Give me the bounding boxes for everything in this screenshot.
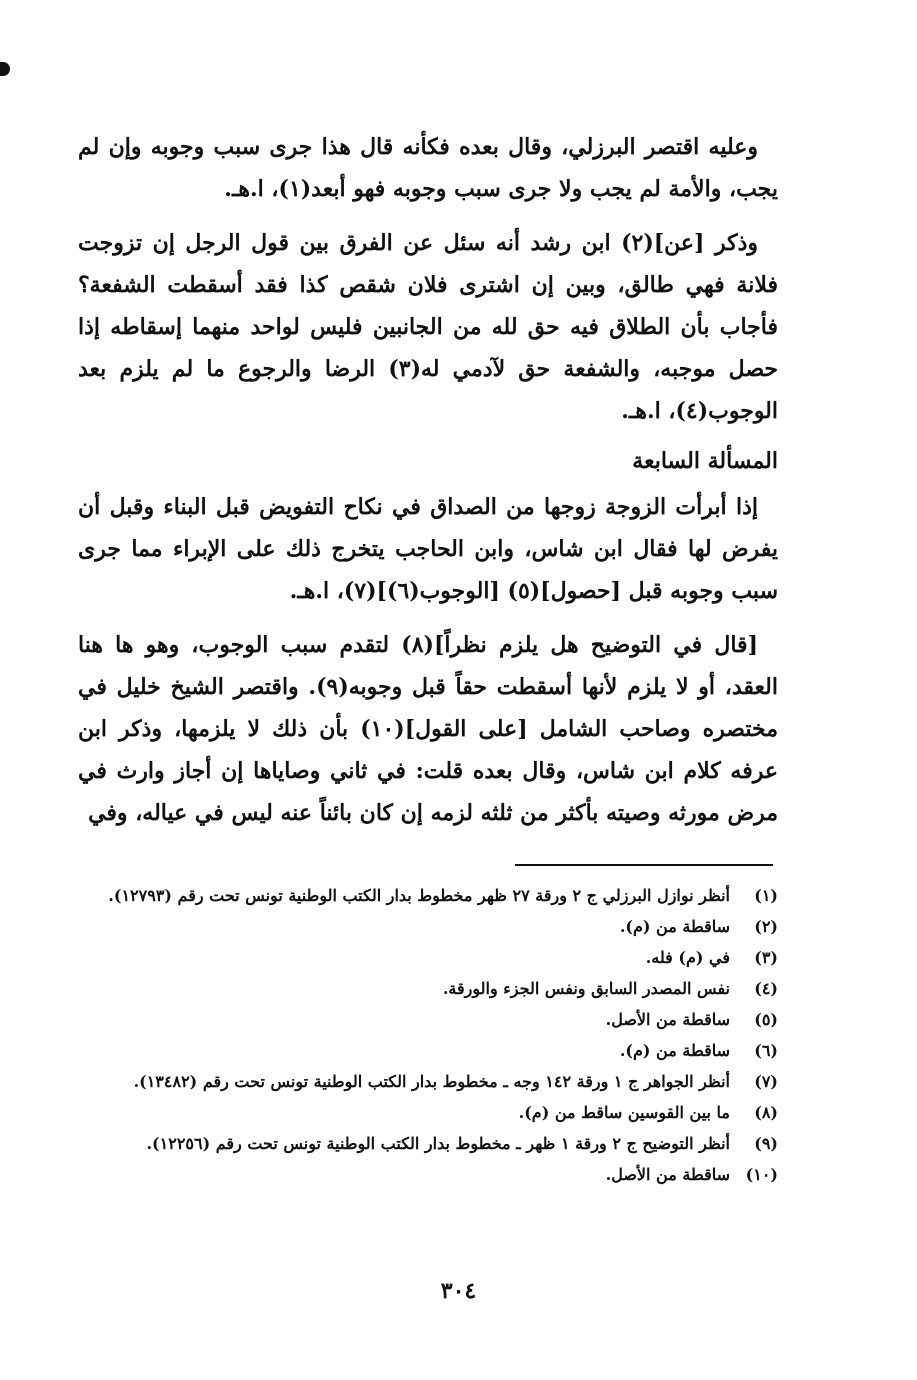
footnote-item [78,1097,778,1128]
page-number: ٣٠٤ [440,1278,477,1304]
paragraph-1: وعليه اقتصر البرزلي، وقال بعده فكأنه قال هذا جرى سبب وجوبه وإن لم يجب، والأمة لم يجب ولا جرى سبب وجوبه فهو أبعد(١)، ا.هـ. [78,134,778,202]
footnote-number: (٢) [754,917,778,936]
footnote-number: (٨) [754,1103,778,1122]
footnote-number: (١) [754,886,778,905]
footnote-item [78,942,778,973]
footnote-number: (١٠) [745,1165,778,1184]
footnote-item [78,1128,778,1159]
footnote-item [78,1066,778,1097]
footnote-number: (٩) [754,1134,778,1153]
footnote-text: أنظر الجواهر ج ١ ورقة ١٤٢ وجه ـ مخطوط بدار الكتب الوطنية تونس تحت رقم (١٣٤٨٢). [133,1072,730,1091]
footnote-text: ساقطة من (م). [619,917,730,936]
footnote-text: أنظر التوضيح ج ٢ ورقة ١ ظهر ـ مخطوط بدار الكتب الوطنية تونس تحت رقم (١٢٢٥٦). [146,1134,730,1153]
footnote-item [78,1159,778,1190]
section-paragraph-1: إذا أبرأت الزوجة زوجها من الصداق في نكاح التفويض قبل البناء وقبل أن يفرض لها فقال ابن شاس، وابن الحاجب يتخرج ذلك على الإبراء مما جرى سبب وجوبه قبل [حصول](٥) [الوجوب(٦)](٧)، ا.هـ. [78,494,778,604]
footnote-text: أنظر نوازل البرزلي ج ٢ ورقة ٢٧ ظهر مخطوط بدار الكتب الوطنية تونس تحت رقم (١٢٧٩٣). [108,886,730,905]
footnote-item [78,880,778,911]
footnote-text: في (م) فله. [645,948,730,967]
footnote-text: ساقطة من الأصل. [605,1010,730,1029]
footnote-text: نفس المصدر السابق ونفس الجزء والورقة. [442,979,730,998]
footnote-text: ما بين القوسين ساقط من (م). [518,1103,730,1122]
scan-edge-mark [0,62,10,76]
footnote-number: (٥) [754,1010,778,1029]
footnote-text: ساقطة من الأصل. [605,1165,730,1184]
footnote-item [78,911,778,942]
section-paragraph-2: [قال في التوضيح هل يلزم نظراً](٨) لتقدم سبب الوجوب، وهو ها هنا العقد، أو لا يلزم لأنها أسقطت حقاً قبل وجوبه(٩). واقتصر الشيخ خليل في مختصره وصاحب الشامل [على القول](١٠) بأن ذلك لا يلزمها، وذكر ابن عرفه كلام ابن شاس، وقال بعده قلت: في ثاني وصاياها إن أجاز وارث في مرض مورثه وصيته بأكثر من ثلثه لزمه إن كان بائناً عنه ليس في عياله، وفي [78,632,778,826]
footnote-number: (٤) [754,979,778,998]
footnote-number: (٣) [754,948,778,967]
paragraph-2: وذكر [عن](٢) ابن رشد أنه سئل عن الفرق بين قول الرجل إن تزوجت فلانة فهي طالق، وبين إن اشترى فلان شقص كذا فقد أسقطت الشفعة؟ فأجاب بأن الطلاق فيه حق لله من الجانبين فليس لواحد منهما إسقاطه إذا حصل موجبه، والشفعة حق لآدمي له(٣) الرضا والرجوع ما لم يلزم بعد الوجوب(٤)، ا.هـ. [78,230,778,424]
footnote-number: (٦) [754,1041,778,1060]
footnote-item [78,1035,778,1066]
footnote-number: (٧) [754,1072,778,1091]
footnotes-list [78,880,778,1190]
footnote-text: ساقطة من (م). [619,1041,730,1060]
footnote-divider [515,864,773,866]
footnote-item [78,973,778,1004]
footnote-item [78,1004,778,1035]
section-heading: المسألة السابعة [632,448,778,474]
main-text [78,126,778,846]
